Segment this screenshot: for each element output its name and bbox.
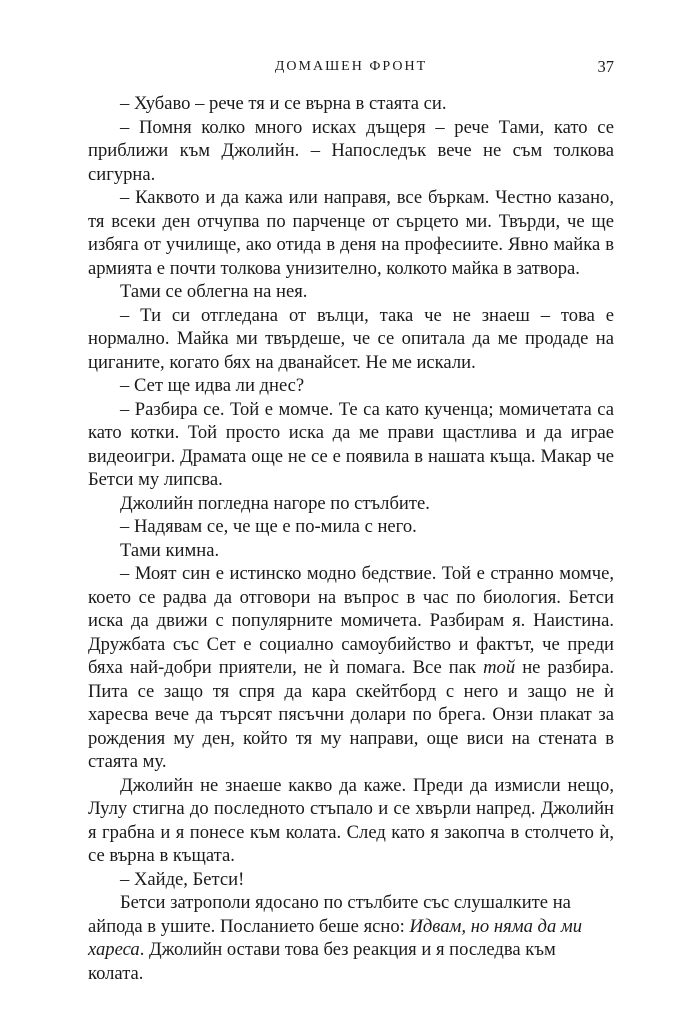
paragraph-text: Бетси затрополи ядосано по стълбите със слушалките на айпода в ушите. Посланието беше ясно: [88, 892, 571, 937]
paragraph [88, 562, 614, 774]
paragraph: Тами се облегна на нея. [120, 281, 308, 302]
paragraph-text: – Моят син е истинско модно бедствие. Той е странно момче, което се радва да отговори на въпрос в час по биология. Бетси иска да движи с популярните момичета. Разбирам я. Наистина. Дружбата със Сет е социално самоубийство и фактът, че преди бяха най-добри приятели, не ѝ помага. Все пак [88, 563, 614, 678]
page-number: 37 [597, 57, 614, 76]
paragraph: – Надявам се, че ще е по-мила с него. [120, 516, 417, 537]
paragraph-text: . Джолийн остави това без реакция и я последва към колата. [88, 939, 556, 984]
paragraph [88, 891, 614, 985]
paragraph: – Каквото и да кажа или направя, все бъркам. Честно казано, тя всеки ден отчупва по парченце от сърцето ми. Твърди, че ще избяга от училище, ако отида в деня на професиите. Явно майка в армията е почти толкова унизително, колкото майка в затвора. [88, 187, 614, 279]
running-title: ДОМАШЕН ФРОНТ [274, 59, 428, 74]
paragraph: – Хайде, Бетси! [120, 868, 245, 890]
body-text [88, 92, 614, 985]
paragraph: Джолийн не знаеше какво да каже. Преди да измисли нещо, Лулу стигна до последното стъпало и се хвърли напред. Джолийн я грабна и я понесе към колата. След като я закопча в столчето ѝ, се върна в къщата. [88, 774, 614, 866]
paragraph-text: не разбира. Пита се защо тя спря да кара скейтборд с него и защо не ѝ харесва вече да търсят пясъчни долари по брега. Онзи плакат за рождения му ден, който тя му направи, още виси на стената в стаята му. [88, 657, 614, 772]
italic-text: Идвам, но няма да ми хареса [88, 915, 583, 960]
paragraph: – Ти си отгледана от вълци, така че не знаеш – това е нормално. Майка ми твърдеше, че се опитала да ме продаде на циганите, когато бях на дванайсет. Не ме искали. [88, 304, 614, 373]
paragraph: Тами кимна. [120, 539, 220, 561]
paragraph: – Разбира се. Той е момче. Те са като кученца; момичетата са като котки. Той просто иска да ме прави щастлива и да играе видеоигри. Драмата още не се е появила в нашата къща. Макар че Бетси му липсва. [88, 398, 614, 490]
italic-text: той [483, 657, 516, 678]
running-header [88, 56, 614, 78]
paragraph: Джолийн погледна нагоре по стълбите. [120, 492, 430, 514]
paragraph: – Сет ще идва ли днес? [120, 375, 305, 396]
paragraph: – Помня колко много исках дъщеря – рече Тами, като се приближи към Джолийн. – Напоследък вече не съм толкова сигурна. [88, 116, 614, 185]
paragraph: – Хубаво – рече тя и се върна в стаята си. [120, 93, 447, 114]
